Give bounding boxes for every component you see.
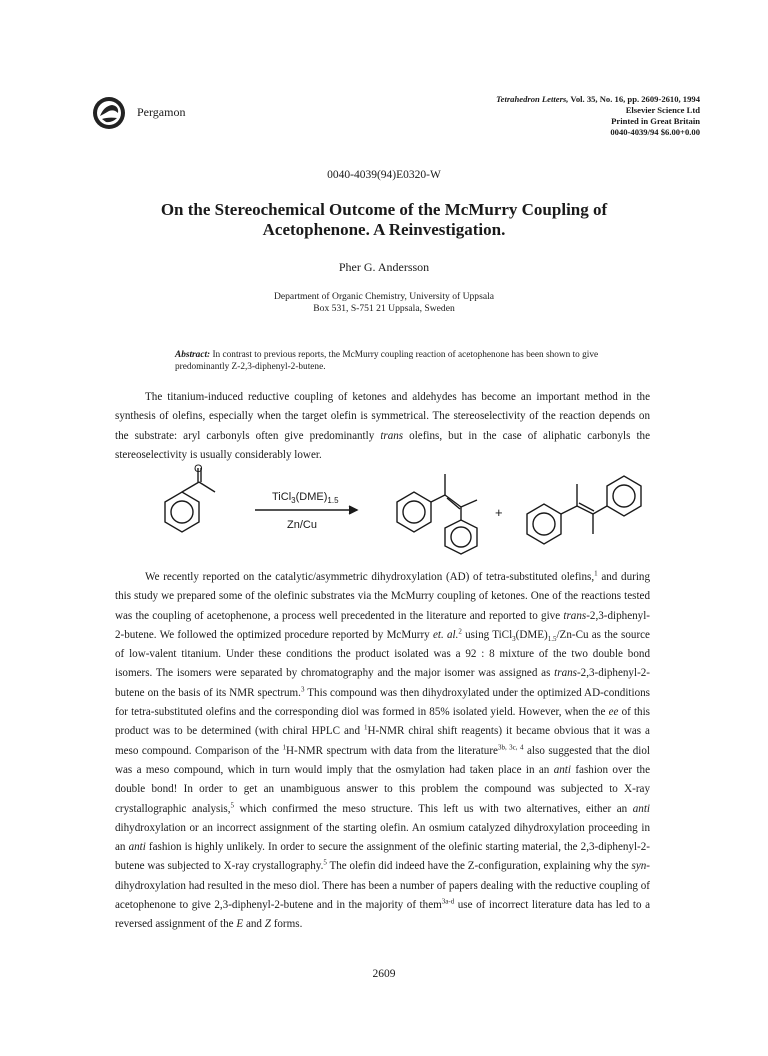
reductant-label: Zn/Cu xyxy=(287,519,317,531)
publisher-line: Elsevier Science Ltd xyxy=(625,105,700,115)
p2-s1: We recently reported on the catalytic/asymmetric dihydroxylation (AD) of tetra-substituted olefins, xyxy=(145,571,595,583)
abstract-text: In contrast to previous reports, the McMurry coupling reaction of acetophenone has been shown to give predominantly Z-2,3-diphenyl-2-butene. xyxy=(175,350,599,372)
reagent-label xyxy=(272,491,339,505)
reagent-dme: (DME) xyxy=(295,491,328,503)
paragraph-2 xyxy=(115,568,650,935)
p2-z: Z xyxy=(264,918,271,931)
journal-volume: Vol. 35, No. 16, pp. 2609-2610, 1994 xyxy=(568,94,700,104)
printed-line: Printed in Great Britain xyxy=(611,116,700,126)
journal-header xyxy=(496,94,700,138)
p2-ee: ee xyxy=(608,706,619,719)
plus-sign: + xyxy=(495,505,503,520)
para1-text-a: The titanium-induced reductive coupling of ketones and aldehydes has become an important method in the synthesis of olefins, especially when the target olefin is symmetrical. The stereoselectivity of the reaction depends on the substrate: aryl carbonyls often give predominantly xyxy=(115,391,650,442)
p2-h-2: 1 xyxy=(282,742,287,751)
carbonyl-oxygen-label: O xyxy=(194,463,203,475)
paper-title xyxy=(100,200,668,240)
p2-e: E xyxy=(236,918,244,931)
p2-s14: which confirmed the meso structure. This left us with two alternatives, either an xyxy=(234,802,633,815)
reagent-sub-3: 3 xyxy=(291,496,296,505)
ref-5: 5 xyxy=(230,800,235,809)
publisher-logo-icon xyxy=(92,96,126,130)
p2-s17: The olefin did indeed have the Z-configuration, explaining why the xyxy=(326,860,632,873)
p2-anti-1: anti xyxy=(553,763,571,776)
para1-trans: trans xyxy=(380,429,404,442)
e-product-structure xyxy=(527,476,641,544)
journal-name: Tetrahedron Letters, xyxy=(496,94,569,104)
p2-syn: syn xyxy=(631,860,647,873)
title-line-2: Acetophenone. A Reinvestigation. xyxy=(262,220,506,239)
p2-s7: -2,3-diphenyl-2-butene on the basis of its NMR spectrum. xyxy=(115,667,650,699)
publisher-name: Pergamon xyxy=(137,105,186,119)
z-product-structure xyxy=(397,474,477,554)
p2-s19: use of incorrect literature data has led to a reversed assignment of the xyxy=(115,899,650,931)
p2-s11: H-NMR spectrum with data from the literature xyxy=(286,744,498,757)
para1-text-b: olefins, but in the case of aliphatic carbonyls the stereoselectivity is usually considerably lower. xyxy=(115,429,650,461)
ref-6: 5 xyxy=(323,858,327,867)
reaction-scheme xyxy=(135,462,655,557)
page-number: 2609 xyxy=(372,968,396,980)
ref-7: 3a-d xyxy=(441,897,455,906)
p2-trans-2: trans xyxy=(554,667,577,680)
p2-s10: H-NMR chiral shift reagents) it became obvious that it was a meso compound. Comparison of the xyxy=(115,725,650,757)
p2-etal: et. al. xyxy=(432,628,459,641)
acetophenone-structure xyxy=(165,468,215,532)
paragraph-1 xyxy=(115,388,650,465)
doi: 0040-4039(94)E0320-W xyxy=(327,169,441,181)
affiliation-line-2: Box 531, S-751 21 Uppsala, Sweden xyxy=(313,303,455,314)
p2-anti-3: anti xyxy=(128,841,146,854)
ref-4: 3b, 3c, 4 xyxy=(497,742,524,751)
p2-s16: fashion is highly unlikely. In order to secure the assignment of the olefinic starting material, the 2,3-diphenyl-2-butene was subjected to X-ray crystallography. xyxy=(115,841,650,873)
ref-3: 3 xyxy=(300,685,305,694)
ref-2: 2 xyxy=(458,627,462,636)
issn-line: 0040-4039/94 $6.00+0.00 xyxy=(610,127,700,137)
abstract xyxy=(175,350,600,373)
p2-s8: This compound was then dihydroxylated under the optimized AD-conditions for tetra-substituted olefins and the corresponding diol was formed in 85% isolated yield. However, when the xyxy=(115,686,650,719)
p2-s4: using TiCl xyxy=(461,628,513,641)
p2-s9: of this product was to be determined (with chiral HPLC and xyxy=(115,706,650,738)
p2-s13: fashion over the double bond! In order to get an unambiguous answer to this problem the compound was subjected to X-ray crystallographic analysis, xyxy=(115,763,650,815)
p2-trans-1: trans xyxy=(563,609,587,622)
p2-sub-3: 3 xyxy=(512,635,516,644)
p2-h-1: 1 xyxy=(363,723,368,732)
p2-s3: -2,3-diphenyl-2-butene. We followed the optimized procedure reported by McMurry xyxy=(115,609,650,641)
p2-sub-15: 1.5 xyxy=(547,635,557,644)
reagent-sub-15: 1.5 xyxy=(327,496,339,505)
reagent-ticl: TiCl xyxy=(272,491,292,503)
affiliation xyxy=(0,291,768,315)
p2-s6: /Zn-Cu as the source of low-valent titanium. Under these conditions the product isolated was a 92 : 8 mixture of the two double bond isomers. The isomers were separated by chromatography and the major isomer was assigned as xyxy=(115,628,650,680)
author: Pher G. Andersson xyxy=(338,260,430,274)
p2-s5: (DME) xyxy=(515,628,548,641)
p2-s15: dihydroxylation or an incorrect assignment of the starting olefin. An osmium catalyzed dihydroxylation proceeding in an xyxy=(115,821,650,854)
p2-s2: and during this study we prepared some of the olefinic substrates via the McMurry coupling of ketones. One of the reactions tested was the coupling of acetophenone, a process well precedented in the literature and reported to give xyxy=(115,571,650,622)
p2-s20: and xyxy=(243,918,265,931)
p2-s21: forms. xyxy=(270,918,303,931)
p2-s12: also suggested that the diol was a meso compound, which in turn would imply that the osmylation had taken place in an xyxy=(115,744,651,776)
p2-s18: -dihydroxylation had resulted in the meso diol. There has been a number of papers dealing with the reductive coupling of acetophenone to give 2,3-diphenyl-2-butene and in the majority of them xyxy=(115,860,650,912)
title-line-1: On the Stereochemical Outcome of the McMurry Coupling of xyxy=(160,200,608,219)
ref-1: 1 xyxy=(594,569,598,578)
p2-anti-2: anti xyxy=(632,802,650,815)
affiliation-line-1: Department of Organic Chemistry, University of Uppsala xyxy=(273,291,495,302)
abstract-label: Abstract: xyxy=(175,350,211,360)
